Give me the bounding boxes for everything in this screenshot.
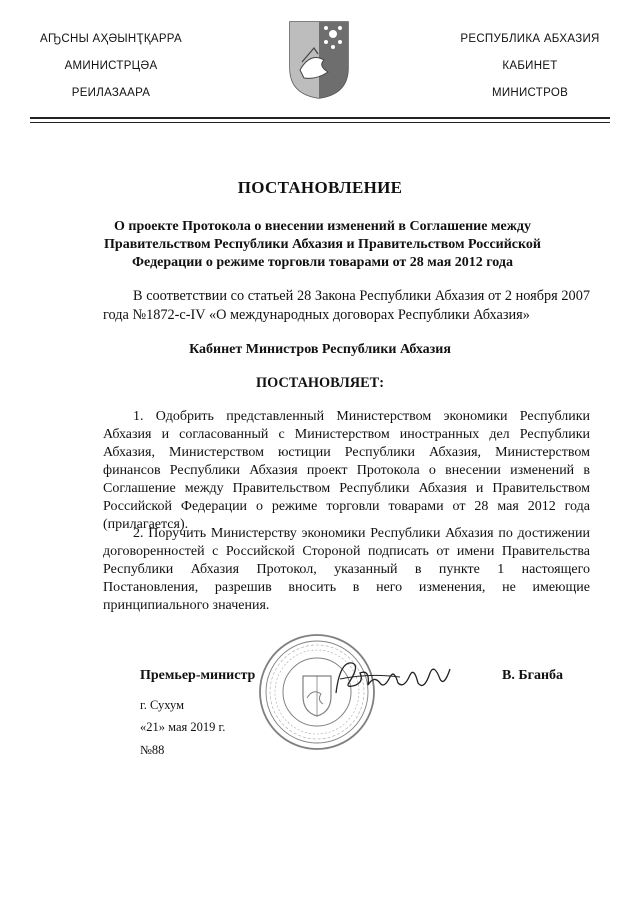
decree-item-1: 1. Одобрить представленный Министерством экономики Республики Абхазия и согласованный с Министерством иностранных дел Республики Абхазия, Министерством юстиции Республики Абхазия, Министерством финансов Республики Абхазия проект Протокола о внесении изменений в Соглашение между Правительством Республики Абхазия и Правительством Российской Федерации о режиме торговли товарами от 28 мая 2012 года (прилагается).	[103, 409, 590, 532]
header-left-line-2: АМИНИСТРЦӘА	[64, 60, 158, 72]
decree-heading: ПОСТАНОВЛЯЕТ:	[256, 375, 384, 391]
document-subject: О проекте Протокола о внесении изменений в Соглашение между Правительством Республики Абхазия и Правительством Российской Федерации о режиме торговли товарами от 28 мая 2012 года	[104, 219, 541, 270]
header-divider-thin	[30, 122, 610, 123]
header-right-line-1: РЕСПУБЛИКА АБХАЗИЯ	[460, 33, 600, 45]
header-divider-thick	[30, 117, 610, 119]
document-title: ПОСТАНОВЛЕНИЕ	[237, 178, 403, 197]
decree-item-2: 2. Поручить Министерству экономики Республики Абхазия по достижении договоренностей с Российской Стороной подписать от имени Правительства Республики Абхазия Протокол, указанный в пункте 1 настоящего Постановления, разрешив вносить в него изменения, не имеющие принципиального значения.	[103, 526, 590, 613]
issue-city: г. Сухум	[140, 698, 185, 712]
issue-date: «21» мая 2019 г.	[140, 720, 226, 734]
header-left-line-1: АҦСНЫ АҲӘЫНҬҚАРРА	[40, 33, 182, 45]
coat-of-arms-emblem-icon	[288, 20, 350, 100]
legal-basis-paragraph: В соответствии со статьей 28 Закона Республики Абхазия от 2 ноября 2007 года №1872-с-IV «О международных договорах Республики Абхазия»	[103, 288, 590, 323]
issuing-body: Кабинет Министров Республики Абхазия	[189, 342, 451, 357]
header-right-line-2: КАБИНЕТ	[502, 60, 558, 72]
signatory-position: Премьер-министр	[140, 668, 256, 683]
signatory-name: В. Бганба	[502, 668, 564, 683]
header-right-line-3: МИНИСТРОВ	[491, 87, 569, 99]
header-left-line-3: РЕИЛАЗААРА	[71, 87, 151, 99]
header-left-block	[26, 30, 196, 111]
header-right-block	[450, 30, 610, 111]
handwritten-signature	[330, 655, 465, 700]
document-number: №88	[140, 743, 165, 757]
